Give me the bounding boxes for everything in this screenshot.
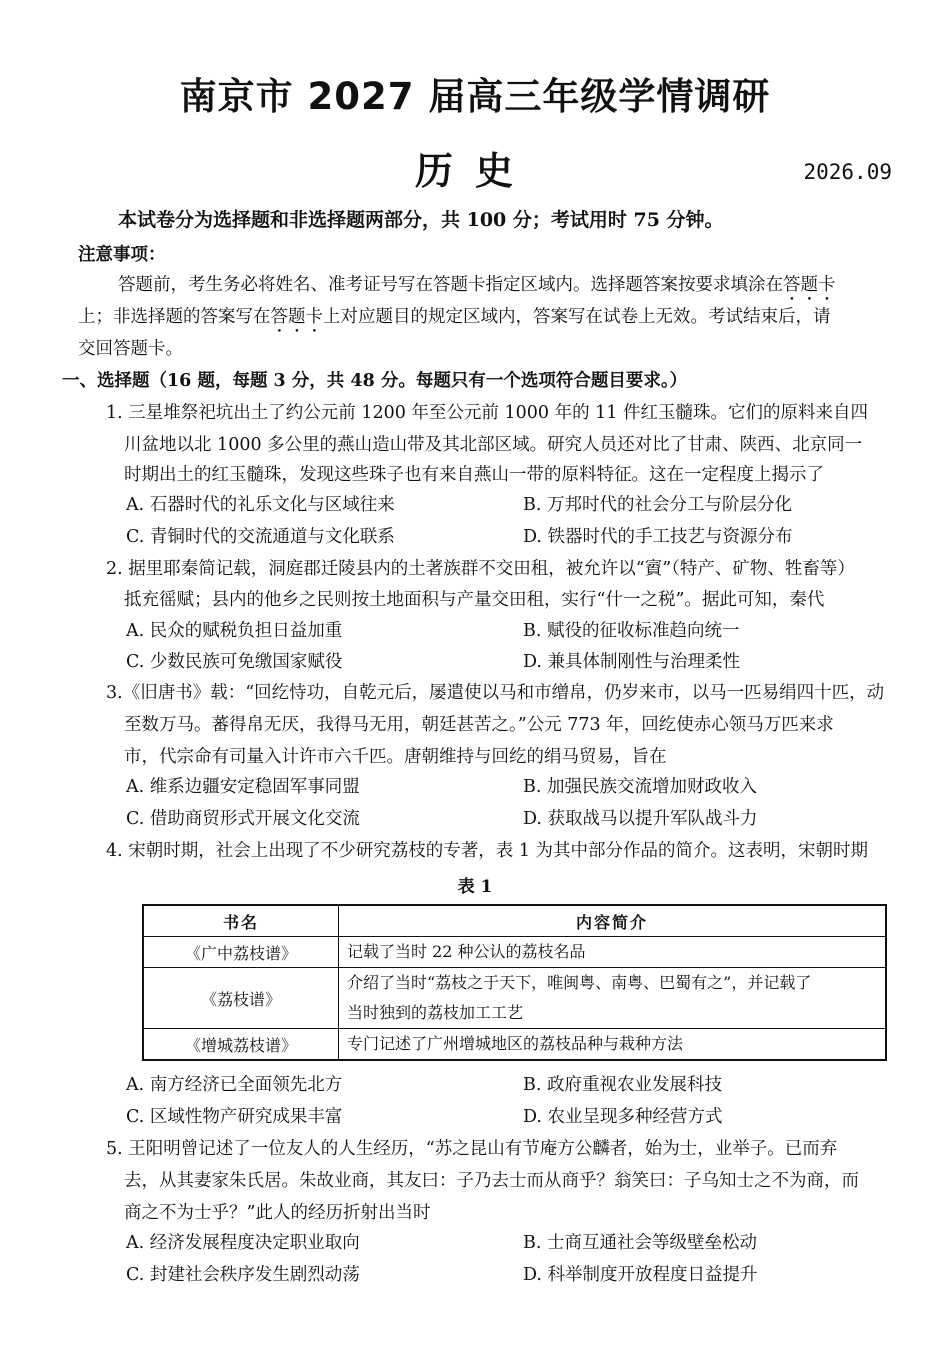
question-line: 3.《旧唐书》载：“回纥恃功，自乾元后，屡遣使以马和市缯帛，仍岁来市，以马一匹易绢四十匹，动 [106, 683, 885, 703]
option-d: D. 获取战马以提升军队战斗力 [523, 809, 758, 829]
table-row [143, 1029, 886, 1061]
book-table [142, 904, 887, 1061]
option-b: B. 士商互通社会等级壁垒松动 [523, 1233, 757, 1253]
desc-line: 记载了当时 22 种公认的荔枝名品 [347, 942, 586, 961]
question-line: 4. 宋朝时期，社会上出现了不少研究荔枝的专著，表 1 为其中部分作品的简介。这表明，宋朝时期 [106, 841, 869, 861]
table-cell-name: 《荔枝谱》 [143, 968, 339, 1029]
option-a: A. 维系边疆安定稳固军事同盟 [126, 777, 360, 797]
question-line: 抵充徭赋；县内的他乡之民则按土地面积与产量交田租，实行“什一之税”。据此可知，秦代 [124, 590, 825, 610]
table-cell-desc [339, 968, 887, 1029]
table-header-desc: 内容简介 [339, 905, 887, 937]
option-c: C. 少数民族可免缴国家赋役 [126, 652, 343, 672]
question-line: 市，代宗命有司量入计许市六千匹。唐朝维持与回纥的绢马贸易，旨在 [124, 747, 667, 767]
option-d: D. 铁器时代的手工技艺与资源分布 [523, 527, 793, 547]
notice-text: 答题前，考生务必将姓名、准考证号写在答题卡指定区域内。选择题答案按要求填涂在 [118, 275, 783, 295]
question-line: 商之不为士乎？”此人的经历折射出当时 [124, 1203, 431, 1223]
exam-date: 2026.09 [803, 160, 892, 184]
exam-intro: 本试卷分为选择题和非选择题两部分，共 100 分；考试用时 75 分钟。 [118, 209, 724, 231]
question-line: 至数万马。蕃得帛无厌，我得马无用，朝廷甚苦之。”公元 773 年，回纥使赤心领马万匹来求 [124, 715, 834, 735]
notice-emphasis: 答题卡 [783, 275, 836, 295]
option-a: A. 石器时代的礼乐文化与区域往来 [126, 495, 395, 515]
option-c: C. 借助商贸形式开展文化交流 [126, 809, 360, 829]
table-cell-desc [339, 937, 887, 968]
option-b: B. 赋役的征收标准趋向统一 [523, 621, 740, 641]
option-d: D. 兼具体制刚性与治理柔性 [523, 652, 741, 672]
table-cell-desc [339, 1029, 887, 1061]
notice-line-3: 交回答题卡。 [78, 339, 183, 359]
table-cell-name: 《增城荔枝谱》 [143, 1029, 339, 1061]
question-line: 1. 三星堆祭祀坑出土了约公元前 1200 年至公元前 1000 年的 11 件红玉髓珠。它们的原料来自四 [106, 403, 868, 423]
option-c: C. 封建社会秩序发生剧烈动荡 [126, 1265, 360, 1285]
option-a: A. 民众的赋税负担日益加重 [126, 621, 343, 641]
option-b: B. 万邦时代的社会分工与阶层分化 [523, 495, 792, 515]
desc-line: 当时独到的荔枝加工工艺 [347, 1003, 524, 1022]
notice-line-2 [78, 302, 831, 337]
exam-title: 南京市 2027 届高三年级学情调研 [179, 75, 771, 118]
table-row [143, 937, 886, 968]
option-a: A. 经济发展程度决定职业取向 [126, 1233, 360, 1253]
table-cell-name: 《广中荔枝谱》 [143, 937, 339, 968]
notice-emphasis: 答题卡 [270, 307, 323, 327]
option-a: A. 南方经济已全面领先北方 [126, 1075, 343, 1095]
table-caption: 表 1 [457, 877, 493, 897]
option-c: C. 青铜时代的交流通道与文化联系 [126, 527, 395, 547]
desc-line: 专门记述了广州增城地区的荔枝品种与栽种方法 [347, 1034, 684, 1053]
notice-line-1 [118, 270, 836, 305]
notice-text: 上对应题目的规定区域内，答案写在试卷上无效。考试结束后，请 [323, 307, 831, 327]
notice-text: 上；非选择题的答案写在 [78, 307, 271, 327]
option-b: B. 政府重视农业发展科技 [523, 1075, 722, 1095]
table-header-row [143, 905, 886, 937]
notice-heading: 注意事项： [78, 245, 166, 265]
option-c: C. 区域性物产研究成果丰富 [126, 1107, 343, 1127]
desc-line: 介绍了当时“荔枝之于天下，唯闽粤、南粤、巴蜀有之”，并记载了 [347, 973, 812, 992]
question-line: 2. 据里耶秦简记载，洞庭郡迁陵县内的土著族群不交田租，被允许以“賨”（特产、矿物、牲畜等） [106, 559, 855, 579]
table-row [143, 968, 886, 1029]
question-line: 川盆地以北 1000 多公里的燕山造山带及其北部区域。研究人员还对比了甘肃、陕西、北京同一 [124, 435, 863, 455]
subject-title: 历史 [414, 149, 535, 193]
option-d: D. 科举制度开放程度日益提升 [523, 1265, 758, 1285]
question-line: 时期出土的红玉髓珠，发现这些珠子也有来自燕山一带的原料特征。这在一定程度上揭示了 [124, 465, 824, 485]
question-line: 5. 王阳明曾记述了一位友人的人生经历，“苏之昆山有节庵方公麟者，始为士，业举子。已而弃 [106, 1139, 838, 1159]
option-d: D. 农业呈现多种经营方式 [523, 1107, 723, 1127]
option-b: B. 加强民族交流增加财政收入 [523, 777, 757, 797]
question-line: 去，从其妻家朱氏居。朱故业商，其友曰：子乃去士而从商乎？翁笑曰：子乌知士之不为商，而 [124, 1171, 859, 1191]
table-header-name: 书名 [143, 905, 339, 937]
section-heading: 一、选择题（16 题，每题 3 分，共 48 分。每题只有一个选项符合题目要求。） [62, 371, 688, 391]
